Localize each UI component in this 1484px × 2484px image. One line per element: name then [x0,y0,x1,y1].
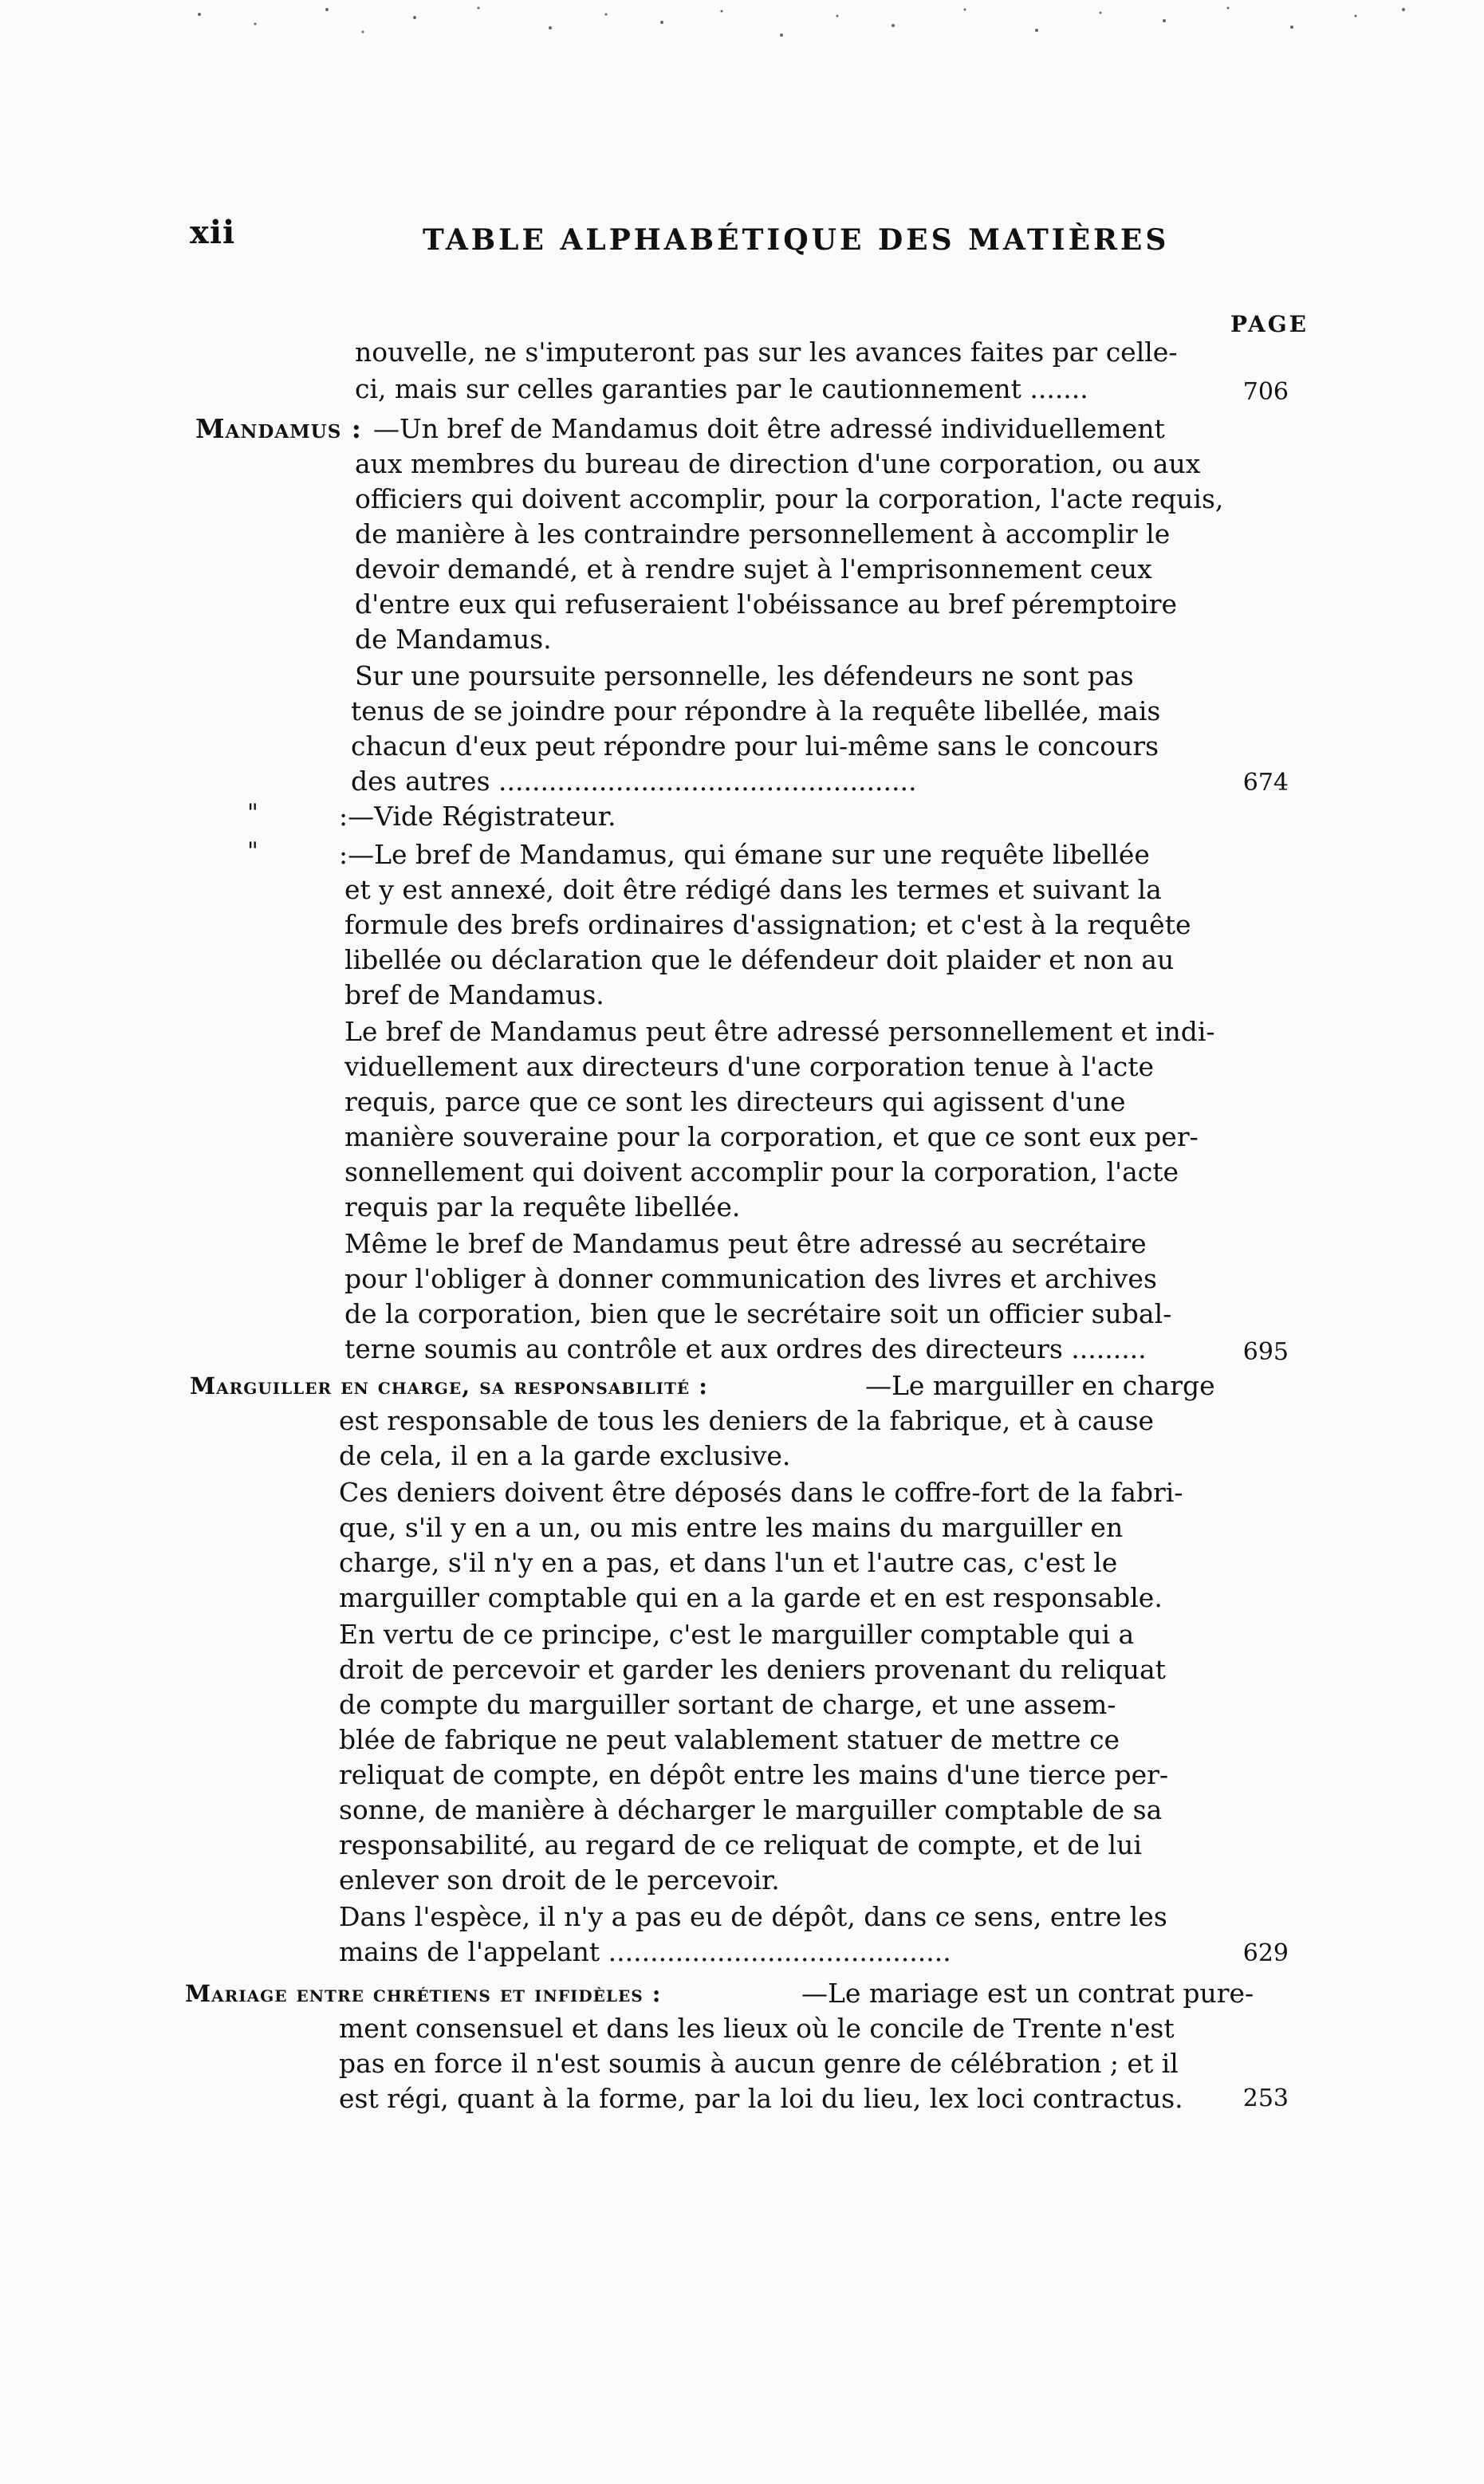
entry-line: —Le mariage est un contrat pure- [801,1978,1254,2009]
entry-line: droit de percevoir et garder les deniers provenant du reliquat [339,1654,1166,1685]
page-title: TABLE ALPHABÉTIQUE DES MATIÈRES [423,223,1170,257]
entry-line: sonnellement qui doivent accomplir pour la corporation, l'acte [344,1156,1179,1187]
ditto-mark: " [247,799,258,827]
entry-line: :—Vide Régistrateur. [339,801,616,832]
entry-line: est régi, quant à la forme, par la loi du lieu, lex loci contractus. [339,2083,1183,2114]
entry-line: bref de Mandamus. [344,979,604,1010]
page-reference: 629 [1242,1939,1289,1967]
entry-line: de cela, il en a la garde exclusive. [339,1440,791,1471]
entry-line: pour l'obliger à donner communication des livres et archives [344,1263,1157,1294]
entry-line: manière souveraine pour la corporation, et que ce sont eux per- [344,1121,1199,1152]
entry-line: aux membres du bureau de direction d'une corporation, ou aux [355,448,1201,479]
index-term: Marguiller en charge, sa responsabilité : [190,1372,708,1399]
entry-line: reliquat de compte, en dépôt entre les mains d'une tierce per- [339,1759,1169,1790]
entry-line: requis par la requête libellée. [344,1191,741,1222]
entry-line: ci, mais sur celles garanties par le cautionnement ....... [355,373,1088,404]
page-reference: 674 [1242,769,1289,797]
page-column-label: PAGE [1230,311,1309,337]
entry-line: que, s'il y en a un, ou mis entre les mains du marguiller en [339,1512,1124,1543]
entry-line: charge, s'il n'y en a pas, et dans l'un et l'autre cas, c'est le [339,1547,1118,1578]
index-term: Mandamus : [195,413,362,444]
page-reference: 253 [1242,2084,1289,2112]
entry-line: libellée ou déclaration que le défendeur doit plaider et non au [344,944,1175,975]
ditto-mark: " [247,837,258,865]
entry-line: pas en force il n'est soumis à aucun genre de célébration ; et il [339,2048,1179,2079]
entry-line: Dans l'espèce, il n'y a pas eu de dépôt, dans ce sens, entre les [339,1901,1167,1932]
entry-line: enlever son droit de le percevoir. [339,1864,780,1895]
entry-line: officiers qui doivent accomplir, pour la corporation, l'acte requis, [355,483,1224,514]
entry-line: mains de l'appelant ......................................... [339,1936,951,1967]
entry-line: sonne, de manière à décharger le marguiller comptable de sa [339,1794,1163,1825]
entry-line: requis, parce que ce sont les directeurs qui agissent d'une [344,1086,1126,1117]
entry-line: En vertu de ce principe, c'est le marguiller comptable qui a [339,1619,1135,1650]
entry-line: de compte du marguiller sortant de charge, et une assem- [339,1689,1116,1720]
entry-line: blée de fabrique ne peut valablement statuer de mettre ce [339,1724,1120,1755]
entry-line: Le bref de Mandamus peut être adressé personnellement et indi- [344,1016,1215,1047]
entry-line: et y est annexé, doit être rédigé dans les termes et suivant la [344,874,1162,905]
entry-line: Ces deniers doivent être déposés dans le coffre-fort de la fabri- [339,1477,1183,1508]
entry-line: de manière à les contraindre personnellement à accomplir le [355,518,1171,549]
page-reference: 706 [1242,378,1289,406]
entry-line: est responsable de tous les deniers de la fabrique, et à cause [339,1405,1155,1436]
entry-line: formule des brefs ordinaires d'assignation; et c'est à la requête [344,909,1191,940]
page-roman-number: xii [190,214,236,251]
entry-line: :—Le bref de Mandamus, qui émane sur une requête libellée [339,839,1150,870]
entry-line: Sur une poursuite personnelle, les défendeurs ne sont pas [355,660,1134,691]
entry-line: tenus de se joindre pour répondre à la requête libellée, mais [351,695,1161,726]
entry-line: ment consensuel et dans les lieux où le concile de Trente n'est [339,2013,1175,2044]
entry-line: de Mandamus. [355,624,552,655]
scan-noise-top [0,0,1484,96]
entry-line: marguiller comptable qui en a la garde et en est responsable. [339,1582,1163,1613]
entry-line: chacun d'eux peut répondre pour lui-même sans le concours [351,730,1159,762]
page-reference: 695 [1242,1338,1289,1366]
entry-line: —Le marguiller en charge [865,1370,1215,1401]
entry-line: Même le bref de Mandamus peut être adressé au secrétaire [344,1228,1147,1259]
entry-line: —Un bref de Mandamus doit être adressé individuellement [373,413,1165,444]
index-term: Mariage entre chrétiens et infidèles : [185,1980,662,2007]
entry-line: viduellement aux directeurs d'une corporation tenue à l'acte [344,1051,1155,1082]
entry-line: des autres .................................................. [351,766,917,797]
entry-line: responsabilité, au regard de ce reliquat de compte, et de lui [339,1829,1142,1860]
entry-line: d'entre eux qui refuseraient l'obéissance au bref péremptoire [355,589,1178,620]
entry-line: nouvelle, ne s'imputeront pas sur les avances faites par celle- [355,337,1178,368]
entry-line: de la corporation, bien que le secrétaire soit un officier subal- [344,1298,1172,1329]
entry-line: terne soumis au contrôle et aux ordres des directeurs ......... [344,1333,1147,1364]
entry-line: devoir demandé, et à rendre sujet à l'emprisonnement ceux [355,553,1152,585]
